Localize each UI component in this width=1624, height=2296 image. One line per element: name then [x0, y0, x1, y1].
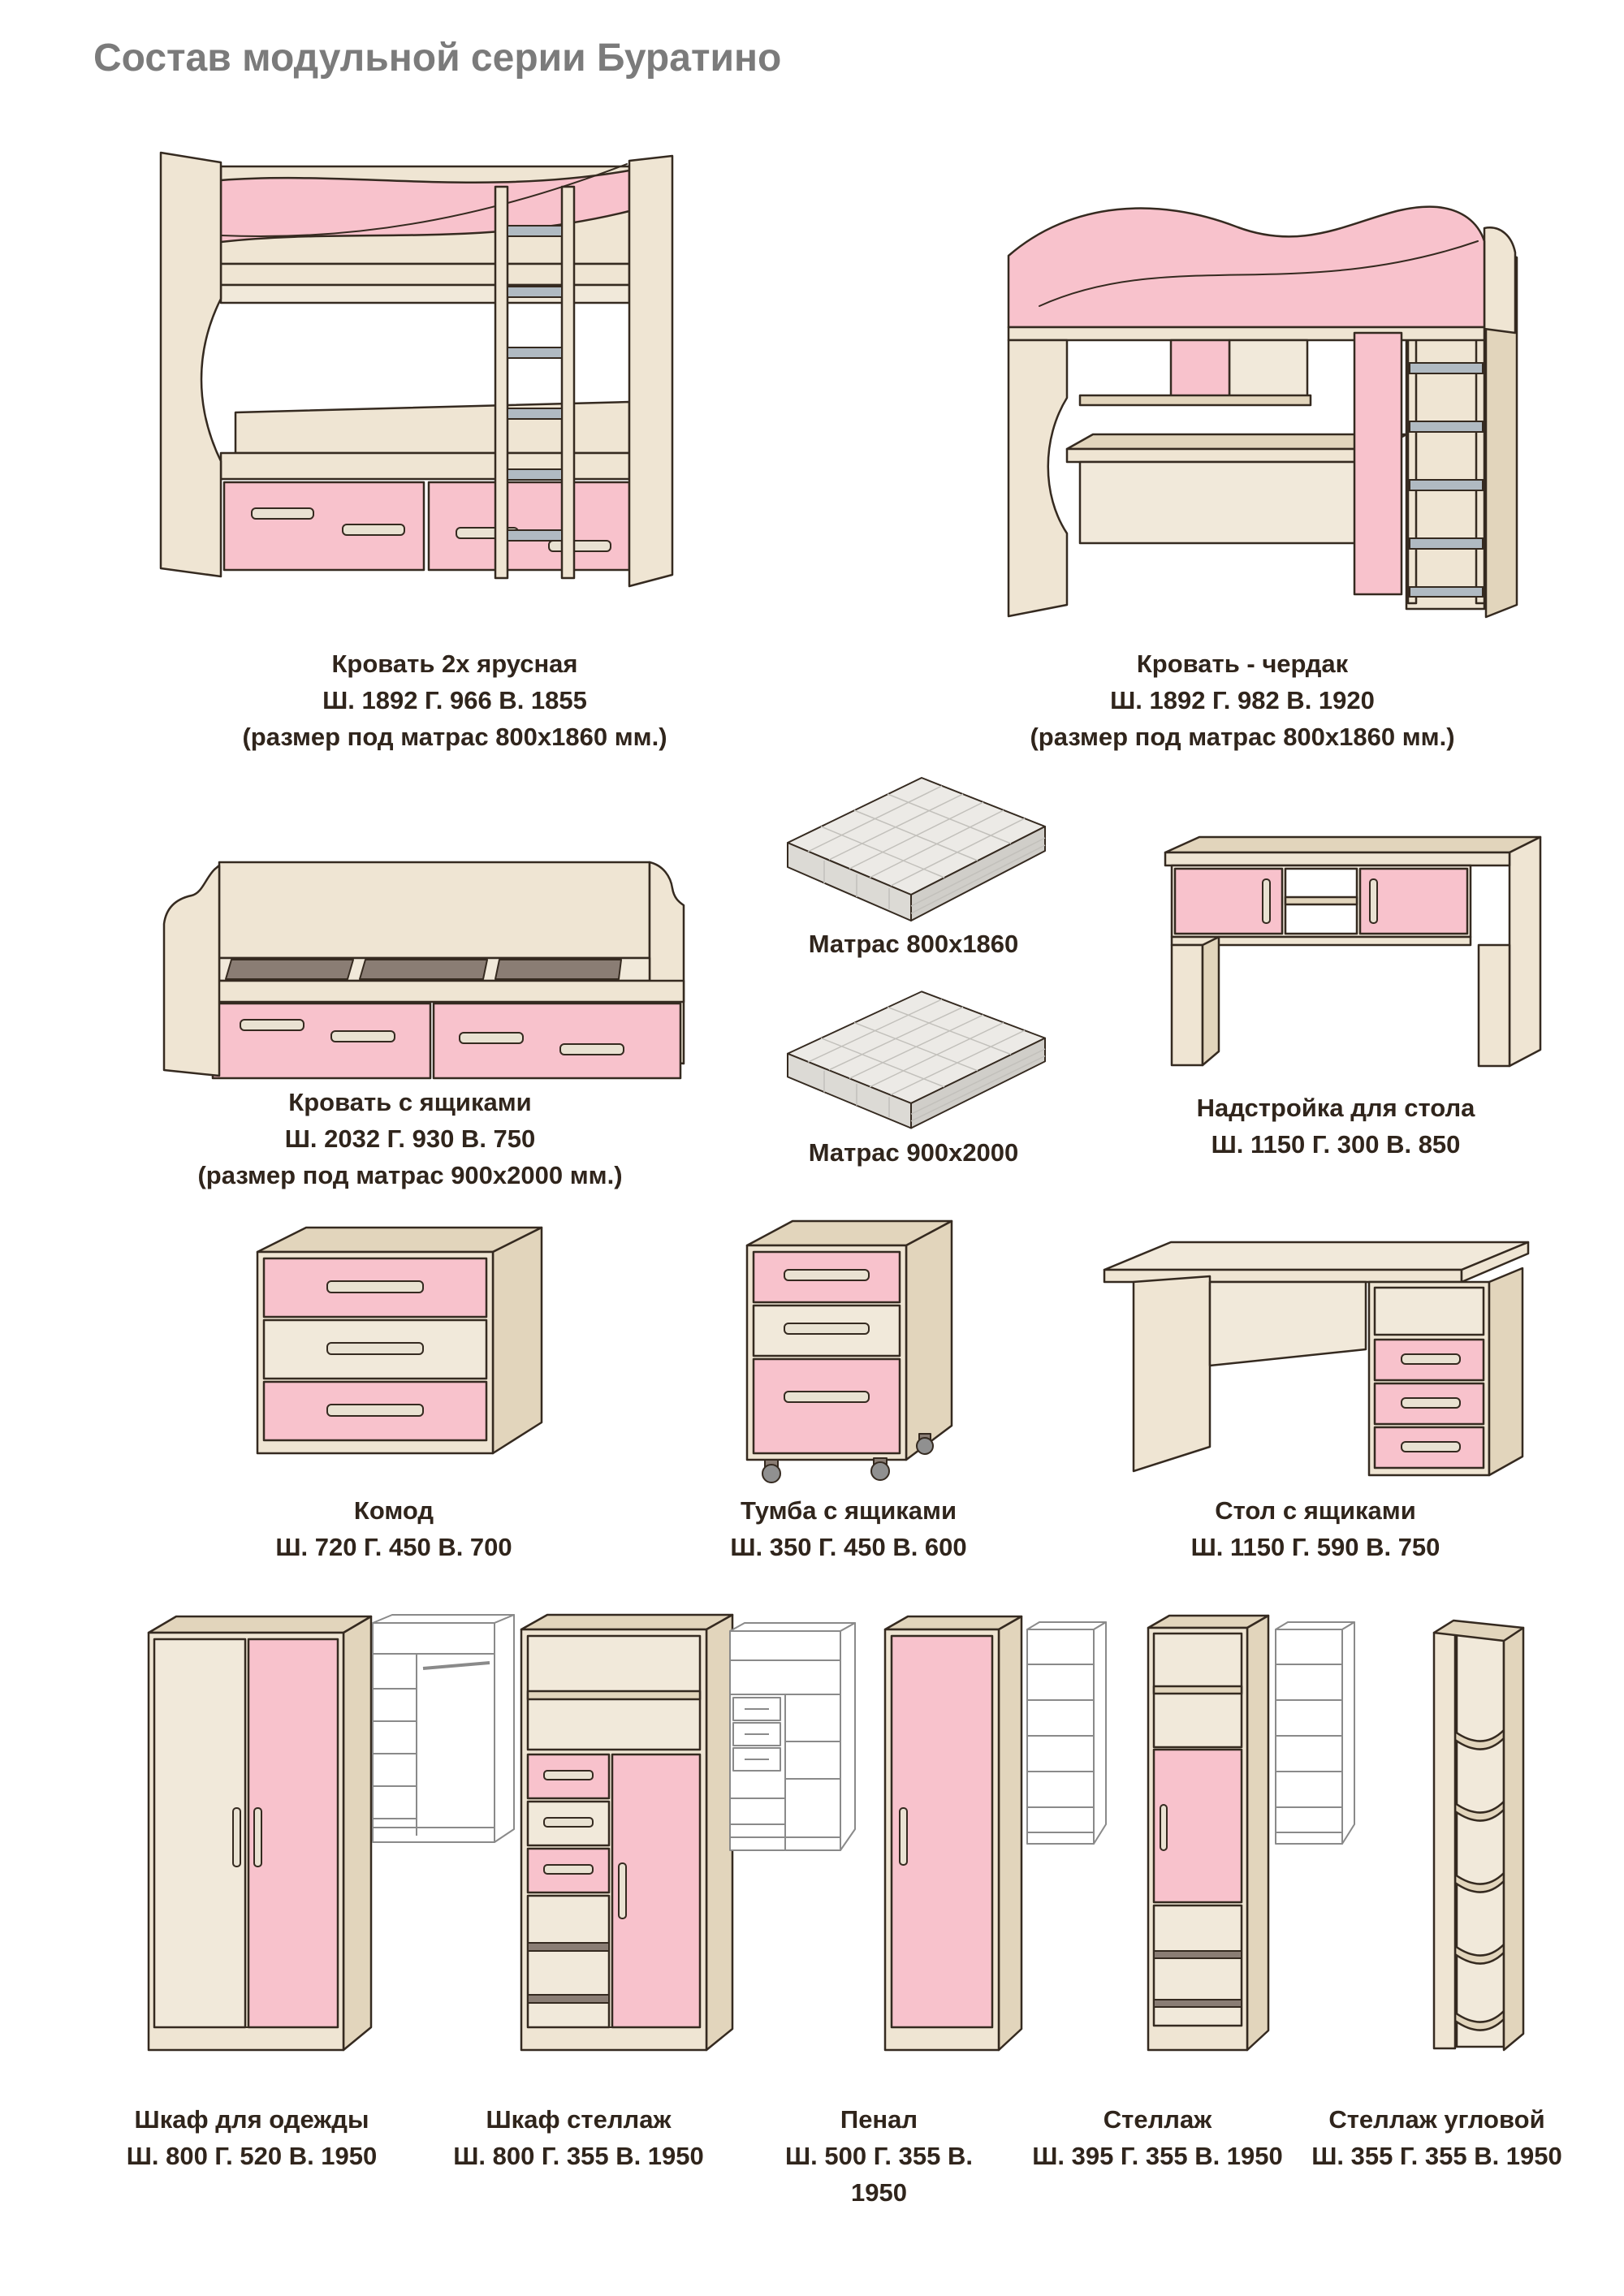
item-dimensions: Ш. 1150 Г. 590 В. 750 [1190, 1533, 1440, 1561]
shelf-unit-illustration [1135, 1595, 1273, 2082]
figure-tall-cabinet [870, 1595, 1025, 2082]
item-dimensions: Ш. 720 Г. 450 В. 700 [275, 1533, 512, 1561]
loft-shelf [1080, 395, 1311, 405]
caption-tall-cabinet [755, 2101, 1003, 2211]
caption-drawer-unit [670, 1492, 1027, 1565]
dresser-illustration [223, 1203, 564, 1479]
item-name: Стол с ящиками [1215, 1496, 1416, 1525]
caption-bed-with-drawers [130, 1084, 690, 1193]
caption-desk [1125, 1492, 1506, 1565]
figure-shelf-unit [1135, 1595, 1273, 2082]
wardrobe-left-door [154, 1639, 245, 2027]
figure-shelf-cabinet [503, 1595, 735, 2082]
mattress-illustration [759, 962, 1068, 1137]
item-name: Комод [353, 1496, 434, 1525]
item-name: Кровать с ящиками [288, 1088, 532, 1116]
caption-shelf-unit [1030, 2101, 1285, 2174]
caption-dresser [195, 1492, 593, 1565]
item-dimensions: Ш. 355 Г. 355 В. 1950 [1311, 2142, 1562, 2170]
shelf-cabinet-illustration [503, 1595, 735, 2082]
item-dimensions: Ш. 350 Г. 450 В. 600 [730, 1533, 967, 1561]
shelf-cabinet-drawers [528, 1754, 609, 1892]
item-name: Стеллаж угловой [1328, 2105, 1545, 2134]
corner-shelf-unit-illustration [1421, 1595, 1539, 2082]
mattress-small-label: Матрас 800х1860 [808, 930, 1019, 958]
item-name: Кровать 2х ярусная [331, 650, 578, 678]
drawer-unit-illustration [715, 1192, 987, 1488]
item-note: (размер под матрас 800х1860 мм.) [1030, 723, 1455, 751]
item-name: Шкаф стеллаж [486, 2105, 672, 2134]
shelf-cabinet-interior-drawing [727, 1620, 865, 1863]
bed-slats [226, 960, 621, 979]
item-dimensions: Ш. 500 Г. 355 В. 1950 [785, 2142, 973, 2207]
bed-drawers [213, 1003, 680, 1078]
figure-mattress-large [759, 962, 1068, 1137]
figure-bunk-bed [130, 89, 698, 637]
figure-mattress-small [759, 747, 1068, 930]
figure-loft-bed [958, 150, 1535, 637]
figure-dresser [223, 1203, 564, 1479]
item-dimensions: Ш. 800 Г. 520 В. 1950 [126, 2142, 378, 2170]
caption-desk-addon [1153, 1090, 1518, 1163]
item-dimensions: Ш. 2032 Г. 930 В. 750 [284, 1124, 536, 1153]
mattress-large-label: Матрас 900х2000 [808, 1138, 1019, 1167]
item-dimensions: Ш. 1150 Г. 300 В. 850 [1211, 1130, 1461, 1159]
item-note: (размер под матрас 900х2000 мм.) [197, 1161, 623, 1189]
figure-shelf-cabinet-interior [727, 1620, 865, 1863]
figure-wardrobe [126, 1595, 378, 2082]
loft-pink-headboard [1009, 207, 1484, 327]
caption-bunk-bed [171, 645, 739, 755]
caption-corner-shelf-unit [1309, 2101, 1565, 2174]
item-name: Стеллаж [1103, 2105, 1212, 2134]
item-name: Надстройка для стола [1196, 1094, 1475, 1122]
tall-cabinet-illustration [870, 1595, 1025, 2082]
item-dimensions: Ш. 800 Г. 355 В. 1950 [453, 2142, 704, 2170]
wardrobe-illustration [126, 1595, 378, 2082]
item-name: Шкаф для одежды [134, 2105, 369, 2134]
item-name: Кровать - чердак [1136, 650, 1349, 678]
loft-bed-illustration [958, 150, 1535, 637]
caption-shelf-cabinet [418, 2101, 739, 2174]
figure-desk [1080, 1203, 1539, 1483]
figure-bed-with-drawers [122, 820, 690, 1084]
item-name: Тумба с ящиками [740, 1496, 957, 1525]
item-note: (размер под матрас 800х1860 мм.) [242, 723, 667, 751]
page-title: Состав модульной серии Буратино [93, 37, 782, 80]
caption-loft-bed [958, 645, 1527, 755]
figure-bookshelf-interior-1 [1025, 1620, 1110, 1863]
figure-drawer-unit [715, 1192, 987, 1488]
figure-corner-shelf-unit [1421, 1595, 1539, 2082]
bunk-bed-illustration [130, 89, 698, 637]
figure-desk-addon [1133, 808, 1543, 1072]
desk-illustration [1080, 1203, 1539, 1483]
loft-pink-column [1354, 333, 1402, 594]
desk-addon-illustration [1133, 808, 1543, 1072]
item-dimensions: Ш. 395 Г. 355 В. 1950 [1032, 2142, 1283, 2170]
item-dimensions: Ш. 1892 Г. 982 В. 1920 [1110, 686, 1375, 714]
figure-bookshelf-interior-2 [1273, 1620, 1358, 1863]
bed-with-drawers-illustration [122, 820, 690, 1084]
item-dimensions: Ш. 1892 Г. 966 В. 1855 [322, 686, 587, 714]
item-name: Пенал [840, 2105, 918, 2134]
caption-wardrobe [89, 2101, 414, 2174]
bookshelf-interior-drawing [1025, 1620, 1110, 1863]
desk-left-panel [1134, 1276, 1210, 1471]
bookshelf-interior-drawing [1273, 1620, 1358, 1863]
mattress-illustration [759, 747, 1068, 930]
